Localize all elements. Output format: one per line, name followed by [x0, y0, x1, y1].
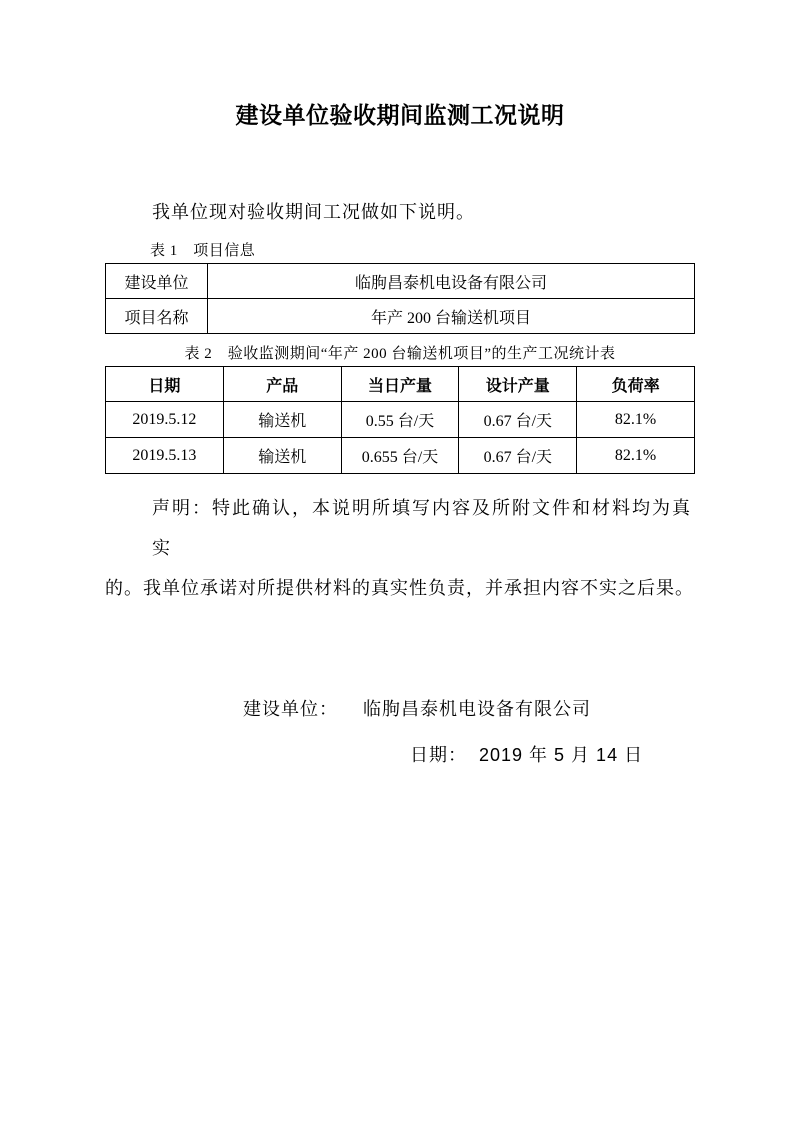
project-info-value: 年产 200 台输送机项目	[208, 299, 695, 334]
cell-design-output: 0.67 台/天	[459, 438, 577, 474]
signature-unit-value: 临朐昌泰机电设备有限公司	[363, 699, 591, 719]
cell-daily-output: 0.655 台/天	[341, 438, 459, 474]
cell-product: 输送机	[223, 438, 341, 474]
column-header-daily-output: 当日产量	[341, 367, 459, 402]
signature-date-label: 日期：	[410, 745, 467, 765]
declaration-line: 声明：特此确认，本说明所填写内容及所附文件和材料均为真实	[152, 498, 692, 558]
signature-unit-label: 建设单位：	[243, 699, 338, 719]
table-header-row	[106, 367, 695, 402]
document-content	[105, 100, 695, 768]
cell-date: 2019.5.13	[106, 438, 224, 474]
cell-daily-output: 0.55 台/天	[341, 402, 459, 438]
production-stats-table	[105, 366, 695, 474]
cell-load-rate: 82.1%	[577, 402, 695, 438]
column-header-product: 产品	[223, 367, 341, 402]
project-info-value: 临朐昌泰机电设备有限公司	[208, 264, 695, 299]
table-row	[106, 264, 695, 299]
cell-product: 输送机	[223, 402, 341, 438]
cell-date: 2019.5.12	[106, 402, 224, 438]
cell-load-rate: 82.1%	[577, 438, 695, 474]
table-row	[106, 299, 695, 334]
signature-date-line	[105, 742, 695, 768]
declaration-line: 的。我单位承诺对所提供材料的真实性负责，并承担内容不实之后果。	[105, 578, 694, 598]
signature-unit-line	[105, 696, 695, 722]
table2-caption: 表 2 验收监测期间“年产 200 台输送机项目”的生产工况统计表	[184, 346, 616, 362]
column-header-date: 日期	[106, 367, 224, 402]
column-header-load-rate: 负荷率	[577, 367, 695, 402]
intro-paragraph: 我单位现对验收期间工况做如下说明。	[152, 202, 475, 222]
project-info-label: 项目名称	[106, 299, 208, 334]
project-info-label: 建设单位	[106, 264, 208, 299]
cell-design-output: 0.67 台/天	[459, 402, 577, 438]
column-header-design-output: 设计产量	[459, 367, 577, 402]
table-row	[106, 438, 695, 474]
document-title: 建设单位验收期间监测工况说明	[235, 103, 565, 128]
project-info-table	[105, 263, 695, 334]
declaration-paragraph	[105, 488, 695, 608]
table-row	[106, 402, 695, 438]
signature-date-value: 2019 年 5 月 14 日	[479, 745, 644, 765]
table1-caption: 表 1 项目信息	[150, 243, 256, 259]
